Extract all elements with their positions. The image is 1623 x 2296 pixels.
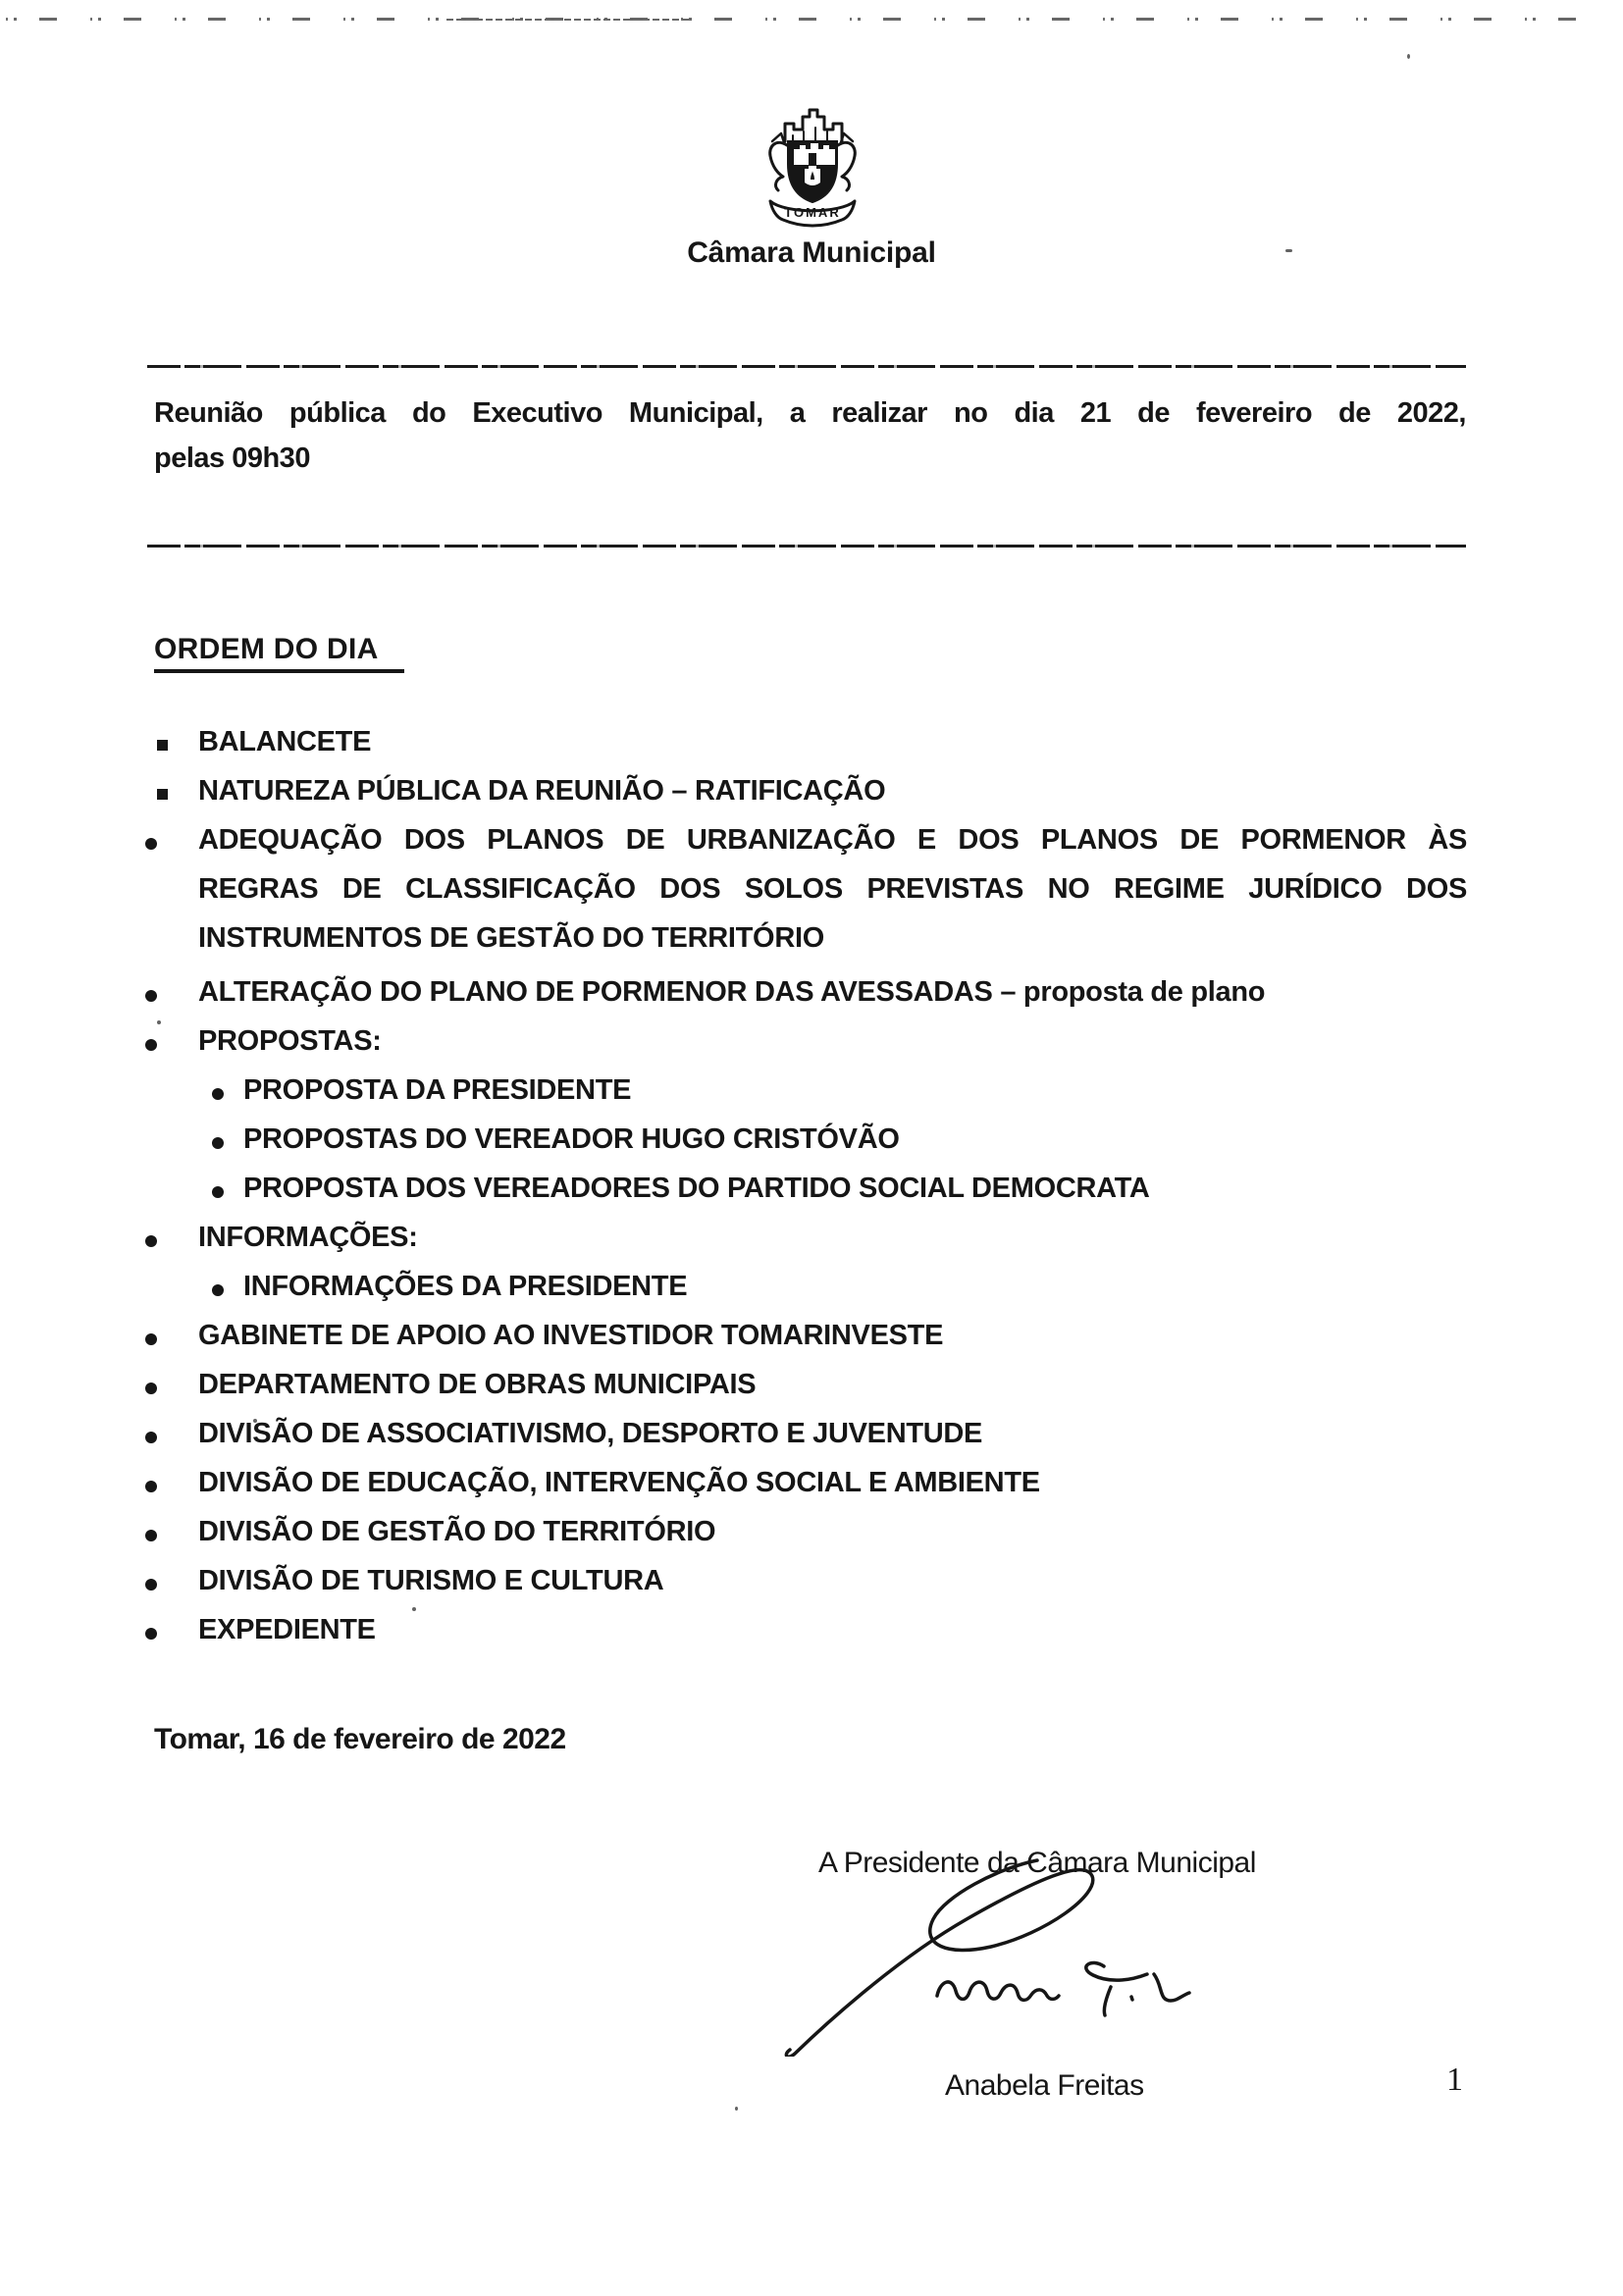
agenda-item [145, 1213, 1467, 1262]
separator-line-bottom [147, 545, 1466, 548]
agenda-item-text: NATUREZA PÚBLICA DA REUNIÃO – RATIFICAÇÃO [198, 775, 886, 807]
agenda-item [145, 1311, 1467, 1360]
agenda-item [145, 1556, 1467, 1605]
scan-noise-dot [1407, 54, 1410, 59]
bullet-dot-icon [212, 1137, 224, 1149]
scan-noise-dot [735, 2107, 738, 2111]
scan-artifact-line [6, 18, 1584, 21]
org-name: Câmara Municipal [687, 236, 936, 269]
signatory-name: Anabela Freitas [945, 2069, 1144, 2102]
crest-banner-text: TOMAR [784, 205, 841, 220]
agenda-item-text: GABINETE DE APOIO AO INVESTIDOR TOMARINVESTE [198, 1320, 944, 1351]
bullet-dot-icon [145, 990, 157, 1002]
bullet-dot-icon [145, 1530, 157, 1541]
agenda-item-text: EXPEDIENTE [198, 1614, 376, 1645]
tomar-coat-of-arms-logo [751, 104, 874, 230]
agenda-item [145, 1458, 1467, 1507]
bullet-dot-icon [212, 1088, 224, 1100]
agenda-item-text: PROPOSTAS: [198, 1025, 382, 1057]
agenda-item-text: BALANCETE [198, 726, 372, 757]
bullet-square-icon [157, 740, 168, 751]
agenda-heading: ORDEM DO DIA [154, 632, 404, 673]
agenda-item [145, 717, 1467, 766]
agenda-item [145, 1507, 1467, 1556]
signature-letters [937, 1982, 1059, 2000]
meeting-notice [154, 391, 1466, 481]
agenda-item-text: PROPOSTAS DO VEREADOR HUGO CRISTÓVÃO [243, 1123, 900, 1155]
bullet-dot-icon [145, 1039, 157, 1051]
agenda-item-text: DEPARTAMENTO DE OBRAS MUNICIPAIS [198, 1369, 757, 1400]
agenda-item-text: PROPOSTA DOS VEREADORES DO PARTIDO SOCIAL DEMOCRATA [243, 1173, 1150, 1204]
bullet-square-icon [157, 789, 168, 800]
bullet-dot-icon [145, 1432, 157, 1443]
agenda-item [145, 766, 1467, 815]
bullet-dot-icon [145, 838, 157, 850]
meeting-notice-line1: Reunião pública do Executivo Municipal, a realizar no dia 21 de fevereiro de 2022, [154, 397, 1466, 429]
agenda-item [145, 1605, 1467, 1654]
page-number: 1 [1446, 2061, 1463, 2098]
agenda-subitem [145, 1115, 1467, 1164]
agenda-item-text: ADEQUAÇÃO DOS PLANOS DE URBANIZAÇÃO E DOS PLANOS DE PORMENOR ÀS REGRAS DE CLASSIFICAÇÃO DOS SOLOS PREVISTAS NO REGIME JURÍDICO DOS INSTRUMENTOS DE GESTÃO DO TERRITÓRIO [198, 824, 1467, 954]
separator-line-top [147, 365, 1466, 368]
agenda-item-text: DIVISÃO DE GESTÃO DO TERRITÓRIO [198, 1516, 716, 1547]
bullet-dot-icon [145, 1383, 157, 1394]
meeting-notice-line2: pelas 09h30 [154, 443, 310, 474]
agenda-item-text: DIVISÃO DE EDUCAÇÃO, INTERVENÇÃO SOCIAL E AMBIENTE [198, 1467, 1040, 1498]
bullet-dot-icon [212, 1186, 224, 1198]
bullet-dot-icon [212, 1284, 224, 1296]
agenda-item [145, 1360, 1467, 1409]
crest-ribbon-right [838, 142, 855, 190]
bullet-dot-icon [145, 1628, 157, 1640]
agenda-item-text: DIVISÃO DE TURISMO E CULTURA [198, 1565, 664, 1596]
agenda-item [145, 815, 1467, 963]
agenda-item-text: DIVISÃO DE ASSOCIATIVISMO, DESPORTO E JUVENTUDE [198, 1418, 983, 1449]
agenda-item-text: INFORMAÇÕES: [198, 1222, 418, 1253]
signature-flourish [1086, 1962, 1189, 2015]
bullet-dot-icon [145, 1235, 157, 1247]
signature-loop [786, 1860, 1092, 2057]
agenda-item-text: INFORMAÇÕES DA PRESIDENTE [243, 1271, 688, 1302]
bullet-dot-icon [145, 1579, 157, 1591]
bullet-dot-icon [145, 1333, 157, 1345]
agenda-subitem [145, 1066, 1467, 1115]
bullet-dot-icon [145, 1481, 157, 1492]
dateline: Tomar, 16 de fevereiro de 2022 [154, 1723, 566, 1755]
signature-autograph [780, 1851, 1227, 2057]
agenda-item-text: ALTERAÇÃO DO PLANO DE PORMENOR DAS AVESSADAS – proposta de plano [198, 976, 1266, 1008]
signature-title: A Presidente da Câmara Municipal [818, 1847, 1256, 1879]
agenda-item-text: PROPOSTA DA PRESIDENTE [243, 1074, 632, 1106]
agenda-subitem [145, 1262, 1467, 1311]
agenda-list [145, 717, 1467, 1654]
agenda-item [145, 967, 1467, 1017]
agenda-item [145, 1409, 1467, 1458]
agenda-subitem [145, 1164, 1467, 1213]
agenda-item [145, 1017, 1467, 1066]
crest-ribbon-left [770, 142, 787, 190]
